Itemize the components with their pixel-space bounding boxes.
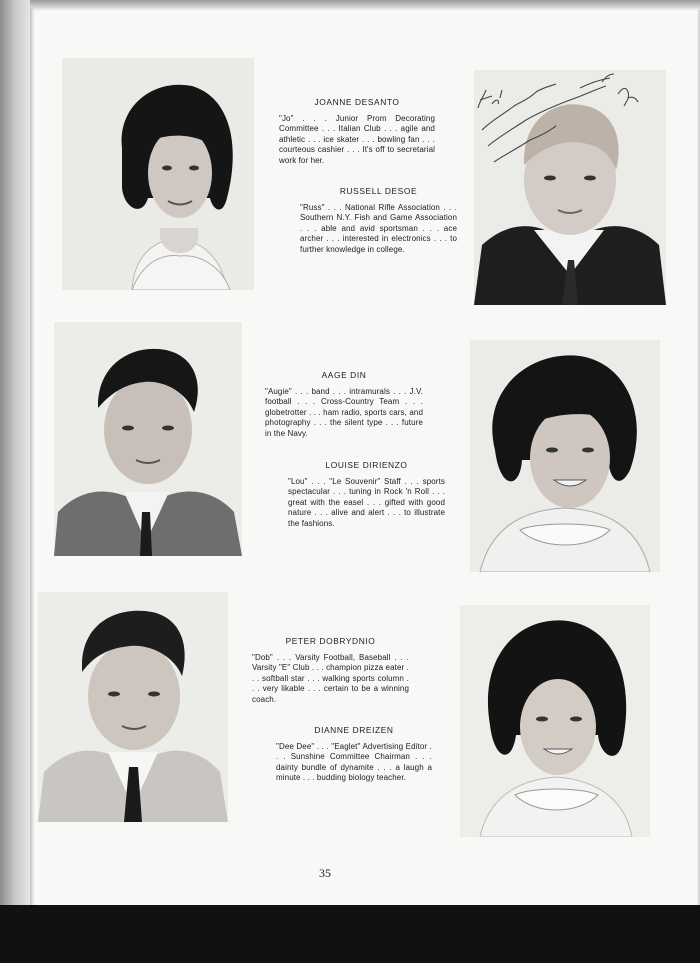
bio-russell-desoe: [300, 186, 457, 256]
student-name: LOUISE DIRIENZO: [325, 460, 408, 470]
bio-peter-dobrydnio: [252, 636, 409, 706]
bio-louise-dirienzo: [288, 460, 445, 530]
student-bio: "Lou" . . . "Le Souvenir" Staff . . . sports spectacular . . . tuning in Rock 'n Roll . . . great with the easel . . . gifted with good nature . . . alive and alert . . . to illustrate the fashions.: [288, 476, 445, 528]
portrait-joanne-desanto: [62, 58, 254, 290]
student-name: JOANNE DESANTO: [314, 97, 400, 107]
student-bio: "Dee Dee" . . . "Eaglet" Advertising Editor . . . Sunshine Committee Chairman . . . dainty bundle of dynamite . . . a laugh a minute . . . budding biology teacher.: [276, 741, 432, 783]
student-bio: "Augie" . . . band . . . intramurals . . . J.V. football . . . Cross-Country Team . . . globetrotter . . . ham radio, sports cars, and photography . . . the silent type . . . future in the Navy.: [265, 386, 423, 438]
portrait-dianne-dreizen: [460, 605, 650, 837]
bio-aage-din: [265, 370, 423, 440]
book-spine: [0, 0, 34, 963]
bio-dianne-dreizen: [276, 725, 432, 784]
bio-joanne-desanto: [279, 97, 435, 167]
portrait-aage-din: [54, 322, 242, 556]
student-bio: "Russ" . . . National Rifle Association . . . Southern N.Y. Fish and Game Association . . . able and avid sportsman . . . ace archer . . . interested in electronics . . . to further knowledge in college.: [300, 202, 457, 254]
student-name: AAGE DIN: [321, 370, 367, 380]
student-name: PETER DOBRYDNIO: [285, 636, 376, 646]
student-name: RUSSELL DESOE: [339, 186, 418, 196]
student-bio: "Dob" . . . Varsity Football, Baseball . . . Varsity "E" Club . . . champion pizza eater . . . softball star . . . walking sports column . . . very likable . . . certain to be a winning coach.: [252, 652, 409, 704]
handwritten-autograph: [470, 70, 650, 180]
student-name: DIANNE DREIZEN: [314, 725, 394, 735]
scan-background: [0, 905, 700, 963]
student-bio: "Jo" . . . Junior Prom Decorating Committee . . . Italian Club . . . agile and athletic . . . ice skater . . . bowling fan . . . courteous cashier . . . It's off to secretarial work for her.: [279, 113, 435, 165]
portrait-peter-dobrydnio: [38, 592, 228, 822]
page-number: 35: [319, 866, 331, 880]
portrait-louise-dirienzo: [470, 340, 660, 572]
